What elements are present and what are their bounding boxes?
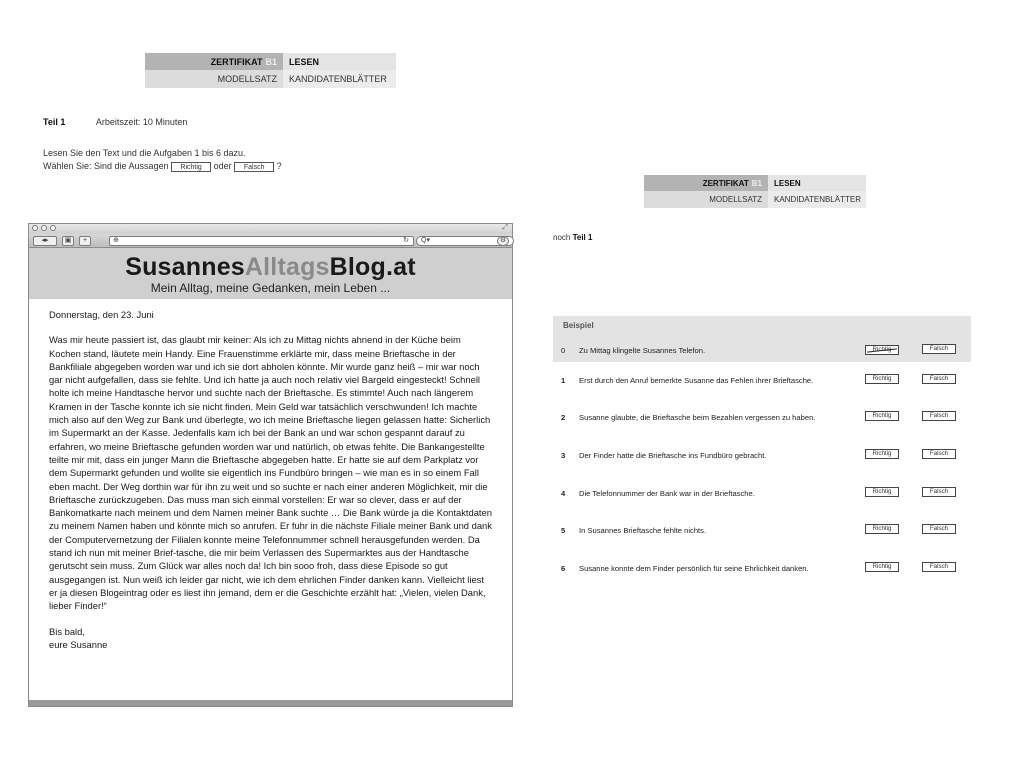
part-heading: [43, 117, 187, 127]
richtig-checkbox[interactable]: Richtig: [865, 345, 899, 355]
header2-lesen: LESEN: [768, 175, 866, 191]
header-kandidaten: KANDIDATENBLÄTTER: [283, 70, 396, 88]
task-row: 0 Zu Mittag klingelte Susannes Telefon. Richtig Falsch: [553, 344, 971, 358]
part-label: Teil 1: [43, 117, 66, 127]
falsch-checkbox[interactable]: Falsch: [922, 411, 956, 421]
header-modellsatz: MODELLSATZ: [145, 70, 283, 88]
blog-post: [29, 299, 512, 651]
blog-tagline: Mein Alltag, meine Gedanken, mein Leben ...: [150, 281, 391, 295]
zoom-dot-icon[interactable]: [50, 225, 56, 231]
search-icon: Q▾: [421, 237, 430, 244]
settings-icon[interactable]: ⚙: [497, 236, 509, 246]
blog-banner: [29, 248, 512, 299]
post-body: Was mir heute passiert ist, das glaubt mir keiner: Als ich zu Mittag nichts ahnend in der Küche beim Kochen stand, läutete mein Handy. Eine Frauenstimme erklärte mir, dass meine Brieftasche in der Bankfiliale abgegeben worden war und ich sie dort abholen könnte. Mir wurde ganz heiß – mir war noch gar nicht aufgefallen, dass sie fehlte. Und ich hatte ja auch noch relativ viel Bargeld eingesteckt! Schnell holte ich meine Handtasche hervor und suchte nach der Brieftasche. Es stimmte! Auch nach längerem Kramen in der Tasche konnte ich sie nicht finden. Mein Geld war tatsächlich verschwunden! Ich machte mich also auf den Weg zur Bank und überlegte, wo ich meine Brieftasche liegen gelassen hatte: Sicherlich im Supermarkt an der Kasse. Jedenfalls kam ich bei der Bank an und war schon gespannt darauf zu erfahren, wo meine Brieftasche gefunden worden war und natürlich, ob etwas fehlte. Die Bankangestellte teilte mir mit, dass ein junger Mann die Brieftasche abgegeben hatte. Er hatte sie auf dem Parkplatz vor dem Supermarkt gefunden und wollte sie eigentlich ins Fundbüro bringen – wie man es in so einem Fall eben macht. Der Weg dorthin war für ihn zu weit und so suchte er nach einer anderen Möglichkeit, mir die Brieftasche zurückzugeben. Das muss man sich einmal vorstellen: Er war so clever, dass er auf der Bankomatkarte nach meinem und dem Namen meiner Bank suchte … Die Bank würde ja die Kontaktdaten zu meinem Namen haben und könnte mich so anrufen. Er fuhr in die nächste Filiale meiner Bank und dank der Computervernetzung der Filialen konnte meine Telefonnummer schnell herausgefunden werden. Da stand ich nun mit meiner Brief-tasche, die mir beim Verlassen des Supermarktes aus der Handtasche gerutscht sein muss. Zum Glück war alles noch da! Ich bin sooo froh, dass diese Episode so gut ausgegangen ist. Nun weiß ich leider gar nicht, wie ich dem ehrlichen Finder danken kann. Vielleicht liest er ja diesen Blogeintrag oder es liest ihn jemand, dem er die Geschichte erzählt hat: „Vielen, vielen Dank, lieber Finder!“: [49, 334, 492, 612]
task-row: 4 Die Telefonnummer der Bank war in der Brieftasche. Richtig Falsch: [553, 487, 971, 501]
url-bar[interactable]: [109, 236, 414, 246]
falsch-checkbox[interactable]: Falsch: [922, 562, 956, 572]
header-zertifikat: ZERTIFIKAT B1: [145, 53, 283, 70]
blog-title: SusannesAlltagsBlog.at: [125, 253, 416, 281]
work-time: Arbeitszeit: 10 Minuten: [95, 117, 188, 127]
globe-icon: ⊕: [113, 237, 119, 244]
richtig-chip: Richtig: [171, 162, 211, 172]
richtig-checkbox[interactable]: Richtig: [865, 524, 899, 534]
browser-titlebar: [29, 224, 512, 234]
richtig-checkbox[interactable]: Richtig: [865, 411, 899, 421]
header2-zertifikat: ZERTIFIKAT B1: [644, 175, 768, 191]
add-icon[interactable]: +: [79, 236, 91, 246]
richtig-checkbox[interactable]: Richtig: [865, 487, 899, 497]
browser-bottom-bar: [29, 700, 512, 706]
task-row: 6 Susanne konnte dem Finder persönlich für seine Ehrlichkeit danken. Richtig Falsch: [553, 562, 971, 576]
instruction-line-1: Lesen Sie den Text und die Aufgaben 1 bis 6 dazu.: [43, 148, 246, 158]
post-closing-2: eure Susanne: [49, 638, 108, 650]
header2-kandidaten: KANDIDATENBLÄTTER: [768, 191, 866, 208]
task-row: 5 In Susannes Brieftasche fehlte nichts. Richtig Falsch: [553, 524, 971, 538]
browser-toolbar: [29, 234, 512, 248]
exam-header-2: [644, 175, 866, 208]
post-closing-1: Bis bald,: [49, 625, 85, 637]
falsch-checkbox[interactable]: Falsch: [922, 524, 956, 534]
reader-icon[interactable]: ▣: [62, 236, 74, 246]
richtig-checkbox[interactable]: Richtig: [865, 562, 899, 572]
richtig-checkbox[interactable]: Richtig: [865, 374, 899, 384]
resize-icon[interactable]: ⤢: [502, 224, 508, 231]
task-row: 3 Der Finder hatte die Brieftasche ins Fundbüro gebracht. Richtig Falsch: [553, 449, 971, 463]
richtig-checkbox[interactable]: Richtig: [865, 449, 899, 459]
task-row: 1 Erst durch den Anruf bemerkte Susanne das Fehlen ihrer Brieftasche. Richtig Falsch: [553, 374, 971, 388]
noch-teil: noch Teil 1: [553, 233, 593, 242]
falsch-checkbox[interactable]: Falsch: [922, 449, 956, 459]
exam-header: [145, 53, 396, 88]
header2-modellsatz: MODELLSATZ: [644, 191, 768, 208]
task-row: 2 Susanne glaubte, die Brieftasche beim Bezahlen vergessen zu haben. Richtig Falsch: [553, 411, 971, 425]
reload-icon[interactable]: ↻: [403, 237, 409, 244]
falsch-chip: Falsch: [234, 162, 274, 172]
back-forward-icon[interactable]: ◂▸: [33, 236, 57, 246]
falsch-checkbox[interactable]: Falsch: [922, 344, 956, 354]
post-date: Donnerstag, den 23. Juni: [49, 309, 154, 320]
header-lesen: LESEN: [283, 53, 396, 70]
minimize-dot-icon[interactable]: [41, 225, 47, 231]
falsch-checkbox[interactable]: Falsch: [922, 374, 956, 384]
browser-window: [28, 223, 513, 707]
falsch-checkbox[interactable]: Falsch: [922, 487, 956, 497]
example-label: Beispiel: [563, 321, 594, 330]
window-controls[interactable]: [32, 225, 56, 231]
instruction-line-2: Wählen Sie: Sind die Aussagen Richtig oder Falsch ?: [43, 161, 282, 171]
close-dot-icon[interactable]: [32, 225, 38, 231]
